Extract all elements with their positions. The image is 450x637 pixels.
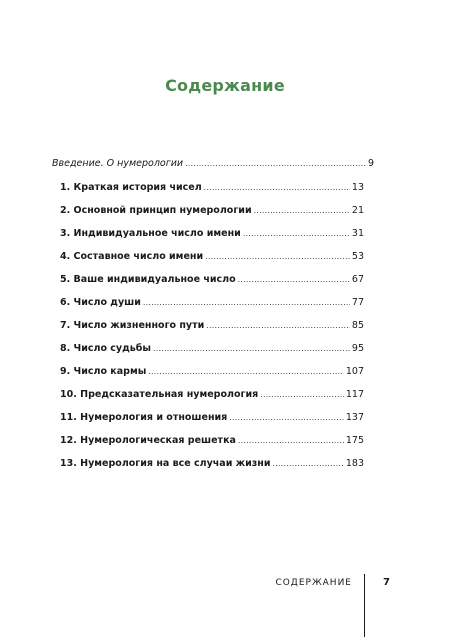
toc-entry-intro[interactable] bbox=[52, 158, 374, 170]
toc-entry-page: 67 bbox=[351, 274, 364, 285]
toc-entry-label: 11. Нумерология и отношения bbox=[60, 412, 228, 423]
toc-entry-label: 1. Краткая история чисел bbox=[60, 182, 202, 193]
toc-entry-chapter-4[interactable] bbox=[60, 251, 364, 263]
toc-entry-chapter-6[interactable] bbox=[60, 297, 364, 309]
toc-entry-label: 8. Число судьбы bbox=[60, 343, 152, 354]
dot-leader bbox=[153, 343, 350, 355]
toc-entry-page: 95 bbox=[351, 343, 364, 354]
running-footer-section: СОДЕРЖАНИЕ bbox=[275, 578, 352, 588]
dot-leader bbox=[254, 205, 350, 217]
toc-entry-chapter-3[interactable] bbox=[60, 228, 364, 240]
toc-entry-page: 53 bbox=[351, 251, 364, 262]
toc-entry-page: 13 bbox=[351, 182, 364, 193]
page-number: 7 bbox=[383, 577, 390, 588]
toc-entry-chapter-5[interactable] bbox=[60, 274, 364, 286]
dot-leader bbox=[238, 435, 344, 447]
toc-entry-label: 2. Основной принцип нумерологии bbox=[60, 205, 252, 216]
toc-entry-chapter-12[interactable] bbox=[60, 435, 364, 447]
toc-entry-page: 137 bbox=[345, 412, 364, 423]
dot-leader bbox=[185, 158, 366, 170]
toc-entry-chapter-9[interactable] bbox=[60, 366, 364, 378]
dot-leader bbox=[273, 458, 344, 470]
toc-entry-chapter-11[interactable] bbox=[60, 412, 364, 424]
toc-entry-page: 183 bbox=[345, 458, 364, 469]
toc-entry-chapter-8[interactable] bbox=[60, 343, 364, 355]
toc-entry-label: 13. Нумерология на все случаи жизни bbox=[60, 458, 271, 469]
toc-entry-page: 9 bbox=[367, 158, 374, 169]
dot-leader bbox=[204, 182, 350, 194]
toc-entry-page: 85 bbox=[351, 320, 364, 331]
dot-leader bbox=[238, 274, 350, 286]
footer-divider bbox=[364, 574, 365, 637]
dot-leader bbox=[206, 320, 350, 332]
toc-entry-label: 6. Число души bbox=[60, 297, 141, 308]
dot-leader bbox=[243, 228, 350, 240]
toc-entry-chapter-7[interactable] bbox=[60, 320, 364, 332]
toc-entry-label: 5. Ваше индивидуальное число bbox=[60, 274, 236, 285]
toc-entry-page: 175 bbox=[345, 435, 364, 446]
toc-entry-page: 107 bbox=[345, 366, 364, 377]
page-title: Содержание bbox=[165, 76, 285, 95]
toc-entry-page: 31 bbox=[351, 228, 364, 239]
dot-leader bbox=[229, 412, 344, 424]
toc-entry-chapter-2[interactable] bbox=[60, 205, 364, 217]
toc-entry-label: Введение. О нумерологии bbox=[52, 158, 184, 169]
toc-entry-page: 117 bbox=[345, 389, 364, 400]
dot-leader bbox=[143, 297, 350, 309]
toc-entry-page: 21 bbox=[351, 205, 364, 216]
dot-leader bbox=[148, 366, 344, 378]
toc-entry-chapter-10[interactable] bbox=[60, 389, 364, 401]
toc-entry-label: 7. Число жизненного пути bbox=[60, 320, 205, 331]
toc-entry-chapter-1[interactable] bbox=[60, 182, 364, 194]
toc-entry-label: 9. Число кармы bbox=[60, 366, 147, 377]
dot-leader bbox=[260, 389, 344, 401]
toc-entry-page: 77 bbox=[351, 297, 364, 308]
toc-entry-label: 3. Индивидуальное число имени bbox=[60, 228, 241, 239]
toc-entry-label: 10. Предсказательная нумерология bbox=[60, 389, 259, 400]
toc-entry-label: 12. Нумерологическая решетка bbox=[60, 435, 236, 446]
toc-entry-label: 4. Составное число имени bbox=[60, 251, 204, 262]
dot-leader bbox=[205, 251, 350, 263]
toc-entry-chapter-13[interactable] bbox=[60, 458, 364, 470]
